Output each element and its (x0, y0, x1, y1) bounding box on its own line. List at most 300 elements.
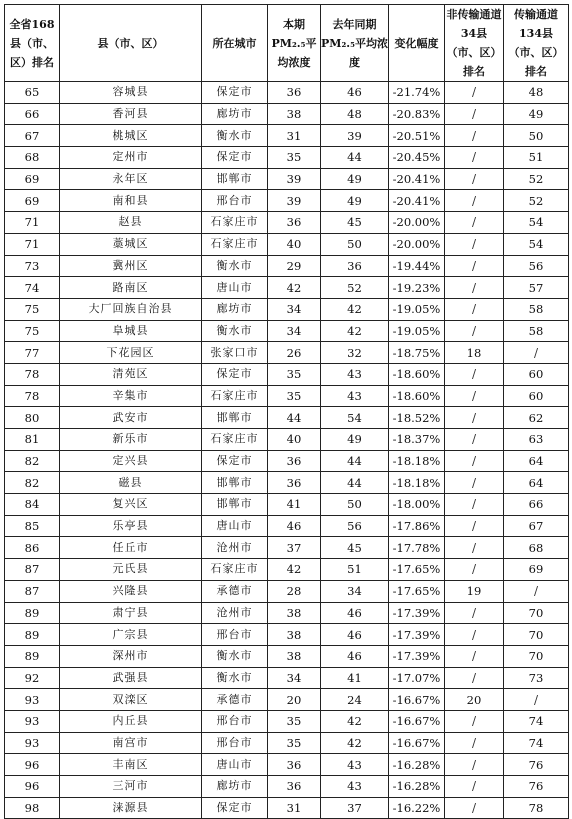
pm-current-cell: 31 (268, 797, 321, 819)
rank134-cell: 68 (504, 537, 569, 559)
change-cell: -16.28% (389, 754, 445, 776)
rank34-cell: / (445, 190, 504, 212)
rank34-cell: / (445, 320, 504, 342)
rank-cell: 81 (5, 429, 60, 451)
county-cell: 南宫市 (60, 732, 202, 754)
table-row (5, 342, 569, 364)
rank-cell: 74 (5, 277, 60, 299)
change-cell: -20.00% (389, 212, 445, 234)
change-cell: -20.41% (389, 190, 445, 212)
pm-current-cell: 38 (268, 645, 321, 667)
rank134-cell: 62 (504, 407, 569, 429)
rank-cell: 68 (5, 147, 60, 169)
header-rank168: 全省168县（市、区）排名 (5, 5, 60, 82)
change-cell: -17.86% (389, 515, 445, 537)
pm-current-cell: 44 (268, 407, 321, 429)
county-cell: 南和县 (60, 190, 202, 212)
city-cell: 邢台市 (202, 732, 268, 754)
change-cell: -17.39% (389, 624, 445, 646)
change-cell: -18.75% (389, 342, 445, 364)
rank34-cell: / (445, 494, 504, 516)
pm-current-cell: 40 (268, 429, 321, 451)
table-row (5, 82, 569, 104)
city-cell: 衡水市 (202, 320, 268, 342)
table-header (5, 5, 569, 82)
rank134-cell: 67 (504, 515, 569, 537)
rank134-cell: 76 (504, 754, 569, 776)
county-cell: 元氏县 (60, 559, 202, 581)
county-cell: 深州市 (60, 645, 202, 667)
pm-last-year-cell: 49 (321, 190, 389, 212)
table-row (5, 212, 569, 234)
city-cell: 邢台市 (202, 190, 268, 212)
rank-cell: 75 (5, 320, 60, 342)
county-cell: 香河县 (60, 103, 202, 125)
city-cell: 邢台市 (202, 624, 268, 646)
rank34-cell: / (445, 472, 504, 494)
change-cell: -17.65% (389, 580, 445, 602)
rank-cell: 71 (5, 233, 60, 255)
county-cell: 丰南区 (60, 754, 202, 776)
change-cell: -20.51% (389, 125, 445, 147)
pm-current-cell: 36 (268, 472, 321, 494)
change-cell: -17.39% (389, 602, 445, 624)
change-cell: -18.00% (389, 494, 445, 516)
rank34-cell: / (445, 363, 504, 385)
county-cell: 三河市 (60, 776, 202, 798)
change-cell: -20.00% (389, 233, 445, 255)
rank34-cell: / (445, 732, 504, 754)
pm-last-year-cell: 45 (321, 212, 389, 234)
rank34-cell: / (445, 125, 504, 147)
table-row (5, 255, 569, 277)
city-cell: 石家庄市 (202, 559, 268, 581)
rank-cell: 82 (5, 450, 60, 472)
rank-cell: 86 (5, 537, 60, 559)
table-row (5, 776, 569, 798)
rank-cell: 93 (5, 710, 60, 732)
rank34-cell: / (445, 429, 504, 451)
table-row (5, 602, 569, 624)
pm-current-cell: 42 (268, 277, 321, 299)
rank34-cell: / (445, 255, 504, 277)
pm-current-cell: 35 (268, 147, 321, 169)
rank34-cell: / (445, 515, 504, 537)
change-cell: -17.39% (389, 645, 445, 667)
pm-last-year-cell: 34 (321, 580, 389, 602)
pm-current-cell: 42 (268, 559, 321, 581)
rank134-cell: 69 (504, 559, 569, 581)
change-cell: -18.60% (389, 363, 445, 385)
pm-current-cell: 39 (268, 168, 321, 190)
county-cell: 兴隆县 (60, 580, 202, 602)
change-cell: -18.52% (389, 407, 445, 429)
change-cell: -19.44% (389, 255, 445, 277)
change-cell: -16.28% (389, 776, 445, 798)
rank34-cell: 19 (445, 580, 504, 602)
header-city: 所在城市 (202, 5, 268, 82)
pm-last-year-cell: 48 (321, 103, 389, 125)
rank134-cell: 64 (504, 472, 569, 494)
rank-cell: 82 (5, 472, 60, 494)
city-cell: 沧州市 (202, 602, 268, 624)
city-cell: 张家口市 (202, 342, 268, 364)
city-cell: 石家庄市 (202, 212, 268, 234)
city-cell: 廊坊市 (202, 298, 268, 320)
rank34-cell: / (445, 212, 504, 234)
change-cell: -19.23% (389, 277, 445, 299)
rank34-cell: / (445, 645, 504, 667)
pm-last-year-cell: 46 (321, 645, 389, 667)
table-row (5, 277, 569, 299)
county-cell: 双滦区 (60, 689, 202, 711)
pm-current-cell: 35 (268, 710, 321, 732)
rank134-cell: 74 (504, 710, 569, 732)
table-row (5, 689, 569, 711)
rank-cell: 67 (5, 125, 60, 147)
rank-cell: 96 (5, 776, 60, 798)
city-cell: 唐山市 (202, 515, 268, 537)
pm-current-cell: 40 (268, 233, 321, 255)
city-cell: 承德市 (202, 580, 268, 602)
pm-last-year-cell: 50 (321, 494, 389, 516)
header-change: 变化幅度 (389, 5, 445, 82)
rank134-cell: 54 (504, 233, 569, 255)
county-cell: 肃宁县 (60, 602, 202, 624)
rank-cell: 89 (5, 645, 60, 667)
table-body (5, 82, 569, 819)
pm-last-year-cell: 32 (321, 342, 389, 364)
change-cell: -19.05% (389, 298, 445, 320)
pm-current-cell: 28 (268, 580, 321, 602)
county-cell: 大厂回族自治县 (60, 298, 202, 320)
rank-cell: 87 (5, 580, 60, 602)
city-cell: 唐山市 (202, 277, 268, 299)
city-cell: 邢台市 (202, 710, 268, 732)
rank34-cell: / (445, 450, 504, 472)
pm-current-cell: 38 (268, 602, 321, 624)
county-cell: 磁县 (60, 472, 202, 494)
pm-last-year-cell: 42 (321, 298, 389, 320)
rank34-cell: / (445, 537, 504, 559)
table-row (5, 667, 569, 689)
pm-last-year-cell: 42 (321, 732, 389, 754)
county-cell: 武安市 (60, 407, 202, 429)
rank-cell: 87 (5, 559, 60, 581)
pm-last-year-cell: 39 (321, 125, 389, 147)
rank134-cell: 66 (504, 494, 569, 516)
county-cell: 定州市 (60, 147, 202, 169)
change-cell: -16.67% (389, 689, 445, 711)
pm-current-cell: 36 (268, 754, 321, 776)
rank-cell: 92 (5, 667, 60, 689)
pm-last-year-cell: 37 (321, 797, 389, 819)
table-row (5, 363, 569, 385)
county-cell: 乐亭县 (60, 515, 202, 537)
city-cell: 保定市 (202, 450, 268, 472)
county-cell: 复兴区 (60, 494, 202, 516)
pm-current-cell: 34 (268, 320, 321, 342)
city-cell: 唐山市 (202, 754, 268, 776)
table-row (5, 385, 569, 407)
pm-last-year-cell: 56 (321, 515, 389, 537)
city-cell: 承德市 (202, 689, 268, 711)
rank134-cell: 49 (504, 103, 569, 125)
table-row (5, 103, 569, 125)
rank-cell: 96 (5, 754, 60, 776)
pm-current-cell: 34 (268, 667, 321, 689)
rank134-cell: 50 (504, 125, 569, 147)
table-row (5, 624, 569, 646)
table-row (5, 797, 569, 819)
change-cell: -16.67% (389, 732, 445, 754)
rank-cell: 71 (5, 212, 60, 234)
rank-cell: 77 (5, 342, 60, 364)
rank34-cell: 18 (445, 342, 504, 364)
pm-current-cell: 20 (268, 689, 321, 711)
pm-last-year-cell: 43 (321, 385, 389, 407)
pm-current-cell: 41 (268, 494, 321, 516)
rank134-cell: 58 (504, 320, 569, 342)
rank34-cell: / (445, 776, 504, 798)
pm-last-year-cell: 46 (321, 82, 389, 104)
table-row (5, 710, 569, 732)
rank-cell: 85 (5, 515, 60, 537)
pm-current-cell: 39 (268, 190, 321, 212)
table-row (5, 298, 569, 320)
county-cell: 桃城区 (60, 125, 202, 147)
change-cell: -17.78% (389, 537, 445, 559)
city-cell: 沧州市 (202, 537, 268, 559)
change-cell: -18.18% (389, 450, 445, 472)
table-row (5, 494, 569, 516)
county-cell: 内丘县 (60, 710, 202, 732)
pm-last-year-cell: 43 (321, 754, 389, 776)
pm-current-cell: 26 (268, 342, 321, 364)
rank-cell: 69 (5, 168, 60, 190)
rank134-cell: / (504, 342, 569, 364)
city-cell: 邯郸市 (202, 472, 268, 494)
table-row (5, 407, 569, 429)
city-cell: 石家庄市 (202, 429, 268, 451)
rank34-cell: / (445, 407, 504, 429)
rank34-cell: 20 (445, 689, 504, 711)
city-cell: 衡水市 (202, 667, 268, 689)
city-cell: 保定市 (202, 797, 268, 819)
county-cell: 阜城县 (60, 320, 202, 342)
rank134-cell: 70 (504, 602, 569, 624)
city-cell: 邯郸市 (202, 168, 268, 190)
rank134-cell: 74 (504, 732, 569, 754)
table-row (5, 429, 569, 451)
pm-last-year-cell: 51 (321, 559, 389, 581)
rank134-cell: 60 (504, 363, 569, 385)
county-cell: 下花园区 (60, 342, 202, 364)
rank134-cell: 70 (504, 645, 569, 667)
rank134-cell: 76 (504, 776, 569, 798)
table-row (5, 125, 569, 147)
table-row (5, 645, 569, 667)
change-cell: -20.45% (389, 147, 445, 169)
county-cell: 定兴县 (60, 450, 202, 472)
rank134-cell: 57 (504, 277, 569, 299)
rank134-cell: 78 (504, 797, 569, 819)
pm-current-cell: 46 (268, 515, 321, 537)
rank134-cell: 70 (504, 624, 569, 646)
city-cell: 廊坊市 (202, 103, 268, 125)
rank34-cell: / (445, 797, 504, 819)
table-row (5, 732, 569, 754)
pm-last-year-cell: 24 (321, 689, 389, 711)
county-cell: 清苑区 (60, 363, 202, 385)
rank34-cell: / (445, 82, 504, 104)
rank134-cell: / (504, 580, 569, 602)
rank34-cell: / (445, 602, 504, 624)
city-cell: 衡水市 (202, 645, 268, 667)
rank-cell: 65 (5, 82, 60, 104)
pm-last-year-cell: 44 (321, 472, 389, 494)
header-rank134: 传输通道134县（市、区）排名 (504, 5, 569, 82)
rank-cell: 75 (5, 298, 60, 320)
rank-cell: 89 (5, 602, 60, 624)
table-row (5, 754, 569, 776)
rank134-cell: / (504, 689, 569, 711)
rank-cell: 78 (5, 363, 60, 385)
pm-current-cell: 38 (268, 103, 321, 125)
pm-last-year-cell: 43 (321, 776, 389, 798)
header-pm-last-year: 去年同期PM₂.₅平均浓度 (321, 5, 389, 82)
table-row (5, 320, 569, 342)
pm-last-year-cell: 46 (321, 602, 389, 624)
rank34-cell: / (445, 559, 504, 581)
rank-cell: 66 (5, 103, 60, 125)
city-cell: 衡水市 (202, 255, 268, 277)
pm-last-year-cell: 49 (321, 168, 389, 190)
county-cell: 辛集市 (60, 385, 202, 407)
county-cell: 赵县 (60, 212, 202, 234)
rank134-cell: 56 (504, 255, 569, 277)
pm-last-year-cell: 44 (321, 147, 389, 169)
table-row (5, 450, 569, 472)
rank134-cell: 52 (504, 168, 569, 190)
pm25-ranking-table (4, 4, 569, 819)
pm-current-cell: 29 (268, 255, 321, 277)
city-cell: 廊坊市 (202, 776, 268, 798)
county-cell: 广宗县 (60, 624, 202, 646)
change-cell: -19.05% (389, 320, 445, 342)
pm-last-year-cell: 50 (321, 233, 389, 255)
county-cell: 容城县 (60, 82, 202, 104)
header-rank34: 非传输通道34县（市、区）排名 (445, 5, 504, 82)
city-cell: 邯郸市 (202, 494, 268, 516)
rank-cell: 93 (5, 689, 60, 711)
change-cell: -18.37% (389, 429, 445, 451)
rank-cell: 98 (5, 797, 60, 819)
rank-cell: 80 (5, 407, 60, 429)
county-cell: 武强县 (60, 667, 202, 689)
change-cell: -17.07% (389, 667, 445, 689)
change-cell: -16.22% (389, 797, 445, 819)
pm-last-year-cell: 54 (321, 407, 389, 429)
city-cell: 邯郸市 (202, 407, 268, 429)
rank134-cell: 54 (504, 212, 569, 234)
rank34-cell: / (445, 710, 504, 732)
pm-last-year-cell: 46 (321, 624, 389, 646)
pm-current-cell: 35 (268, 385, 321, 407)
rank34-cell: / (445, 624, 504, 646)
change-cell: -17.65% (389, 559, 445, 581)
county-cell: 藁城区 (60, 233, 202, 255)
rank34-cell: / (445, 667, 504, 689)
pm-last-year-cell: 42 (321, 710, 389, 732)
pm-current-cell: 36 (268, 450, 321, 472)
rank134-cell: 73 (504, 667, 569, 689)
rank-cell: 89 (5, 624, 60, 646)
change-cell: -20.83% (389, 103, 445, 125)
pm-current-cell: 36 (268, 776, 321, 798)
rank34-cell: / (445, 168, 504, 190)
rank134-cell: 51 (504, 147, 569, 169)
table-row (5, 559, 569, 581)
header-county: 县（市、区） (60, 5, 202, 82)
county-cell: 任丘市 (60, 537, 202, 559)
pm-current-cell: 37 (268, 537, 321, 559)
rank-cell: 69 (5, 190, 60, 212)
change-cell: -20.41% (389, 168, 445, 190)
pm-last-year-cell: 44 (321, 450, 389, 472)
table-row (5, 580, 569, 602)
pm-last-year-cell: 41 (321, 667, 389, 689)
pm-last-year-cell: 52 (321, 277, 389, 299)
county-cell: 冀州区 (60, 255, 202, 277)
rank34-cell: / (445, 277, 504, 299)
rank134-cell: 64 (504, 450, 569, 472)
table-row (5, 472, 569, 494)
rank134-cell: 58 (504, 298, 569, 320)
rank134-cell: 60 (504, 385, 569, 407)
city-cell: 保定市 (202, 147, 268, 169)
rank34-cell: / (445, 298, 504, 320)
city-cell: 保定市 (202, 363, 268, 385)
table-row (5, 515, 569, 537)
rank34-cell: / (445, 103, 504, 125)
city-cell: 保定市 (202, 82, 268, 104)
pm-current-cell: 36 (268, 212, 321, 234)
pm-last-year-cell: 42 (321, 320, 389, 342)
pm-current-cell: 35 (268, 363, 321, 385)
pm-current-cell: 35 (268, 732, 321, 754)
pm-current-cell: 38 (268, 624, 321, 646)
county-cell: 永年区 (60, 168, 202, 190)
rank34-cell: / (445, 147, 504, 169)
table-row (5, 537, 569, 559)
header-pm-current: 本期PM₂.₅平均浓度 (268, 5, 321, 82)
pm-last-year-cell: 45 (321, 537, 389, 559)
table-row (5, 233, 569, 255)
city-cell: 石家庄市 (202, 233, 268, 255)
table-row (5, 168, 569, 190)
change-cell: -16.67% (389, 710, 445, 732)
change-cell: -18.18% (389, 472, 445, 494)
pm-current-cell: 31 (268, 125, 321, 147)
pm-current-cell: 36 (268, 82, 321, 104)
county-cell: 路南区 (60, 277, 202, 299)
table-row (5, 147, 569, 169)
rank34-cell: / (445, 754, 504, 776)
rank-cell: 78 (5, 385, 60, 407)
rank-cell: 93 (5, 732, 60, 754)
rank34-cell: / (445, 385, 504, 407)
